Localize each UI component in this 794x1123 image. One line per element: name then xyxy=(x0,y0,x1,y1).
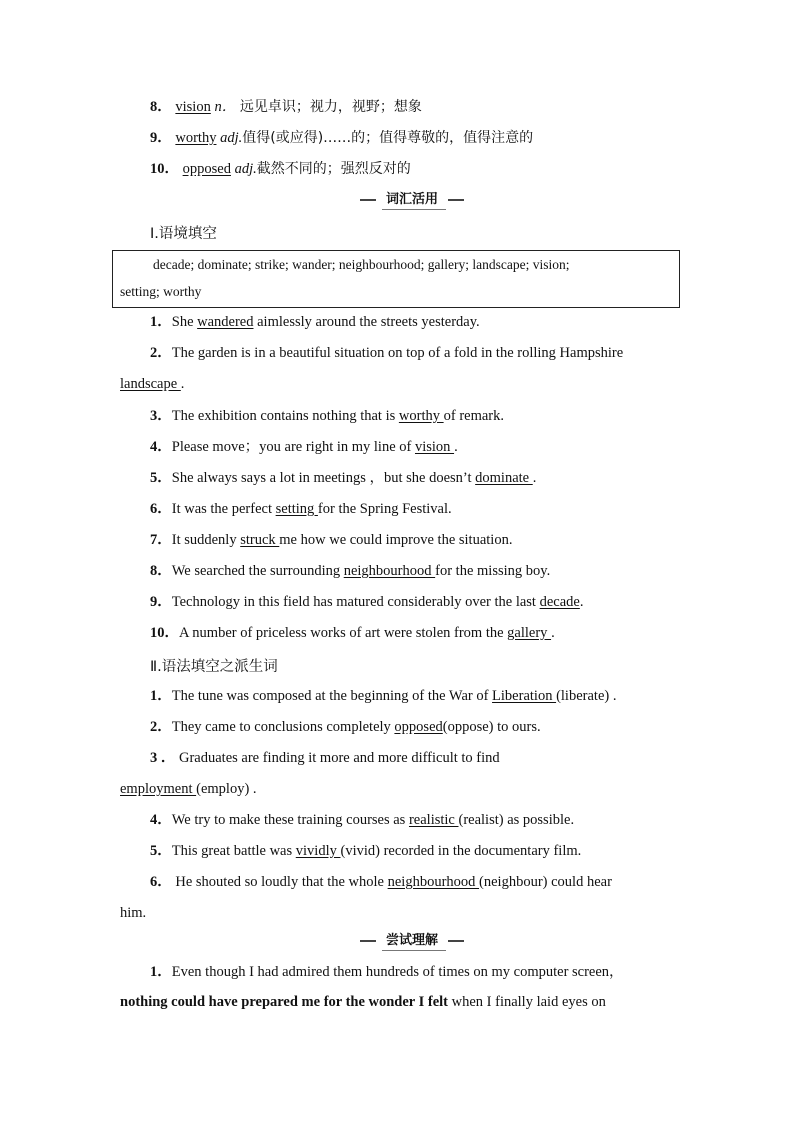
exercise-item: 2．The garden is in a beautiful situation on top of a fold in the rolling Hampshire xyxy=(150,345,624,361)
exercise-item: 7．It suddenly struck me how we could improve the situation. xyxy=(150,532,513,548)
exercise-item: 9．Technology in this field has matured considerably over the last decade. xyxy=(150,594,584,610)
answer: setting xyxy=(275,501,318,517)
section-heading: Ⅱ.语法填空之派生词 xyxy=(150,659,278,675)
exercise-item: 6． He shouted so loudly that the whole neighbourhood (neighbour) could hear xyxy=(150,874,612,890)
exercise-item: 8．We searched the surrounding neighbourhood for the missing boy. xyxy=(150,563,551,579)
exercise-item: 3．The exhibition contains nothing that is worthy of remark. xyxy=(150,408,504,424)
exercise-item: 10．A number of priceless works of art were stolen from the gallery . xyxy=(150,625,555,641)
answer: vividly xyxy=(295,843,341,859)
answer: decade xyxy=(539,594,580,610)
word-bank-line: decade; dominate; strike; wander; neighbourhood; gallery; landscape; vision; xyxy=(153,257,570,272)
vocab-item: 9． worthy adj.值得(或应得)……的；值得尊敬的，值得注意的 xyxy=(150,130,534,146)
vocab-item: 10． opposed adj.截然不同的；强烈反对的 xyxy=(150,161,411,177)
exercise-item: 4．Please move；you are right in my line of vision . xyxy=(150,439,458,455)
answer: struck xyxy=(240,532,280,548)
section-badge: 词汇活用 xyxy=(360,191,464,209)
exercise-item: 6．It was the perfect setting for the Spring Festival. xyxy=(150,501,452,517)
exercise-item-continued: him. xyxy=(120,905,147,921)
answer: wandered xyxy=(197,314,254,330)
passage-line: nothing could have prepared me for the wonder I felt when I finally laid eyes on xyxy=(120,994,606,1010)
vocab-item: 8． vision n． 远见卓识；视力，视野；想象 xyxy=(150,99,422,115)
answer: landscape xyxy=(120,376,181,392)
answer: worthy xyxy=(398,408,444,424)
exercise-item-continued: landscape . xyxy=(120,376,185,392)
exercise-item: 2．They came to conclusions completely opposed(oppose) to ours. xyxy=(150,719,541,735)
answer: gallery xyxy=(507,625,552,641)
word-bank-line: setting; worthy xyxy=(120,284,202,299)
vocab-word: opposed xyxy=(182,161,231,177)
answer: opposed xyxy=(394,719,443,735)
section-badge: 尝试理解 xyxy=(360,932,464,950)
exercise-item: 3 ． Graduates are finding it more and more difficult to find xyxy=(150,750,500,766)
answer: realistic xyxy=(408,812,459,828)
exercise-item: 4．We try to make these training courses as realistic (realist) as possible. xyxy=(150,812,575,828)
word-bank-box xyxy=(112,250,680,308)
exercise-item: 5．She always says a lot in meetings ，but she doesn’t dominate . xyxy=(150,470,537,486)
passage-line: 1．Even though I had admired them hundreds of times on my computer screen， xyxy=(150,964,624,980)
vocab-word: vision xyxy=(175,99,211,115)
answer: employment xyxy=(120,781,197,797)
section-heading: Ⅰ.语境填空 xyxy=(150,226,217,242)
answer: neighbourhood xyxy=(343,563,436,579)
vocab-word: worthy xyxy=(175,130,217,146)
answer: Liberation xyxy=(492,688,557,704)
exercise-item: 1．She wandered aimlessly around the streets yesterday. xyxy=(150,314,480,330)
exercise-item-continued: employment (employ) . xyxy=(120,781,257,797)
exercise-item: 5．This great battle was vividly (vivid) recorded in the documentary film. xyxy=(150,843,582,859)
answer: vision xyxy=(414,439,455,455)
answer: dominate xyxy=(475,470,533,486)
exercise-item: 1．The tune was composed at the beginning of the War of Liberation (liberate) . xyxy=(150,688,617,704)
answer: neighbourhood xyxy=(387,874,480,890)
